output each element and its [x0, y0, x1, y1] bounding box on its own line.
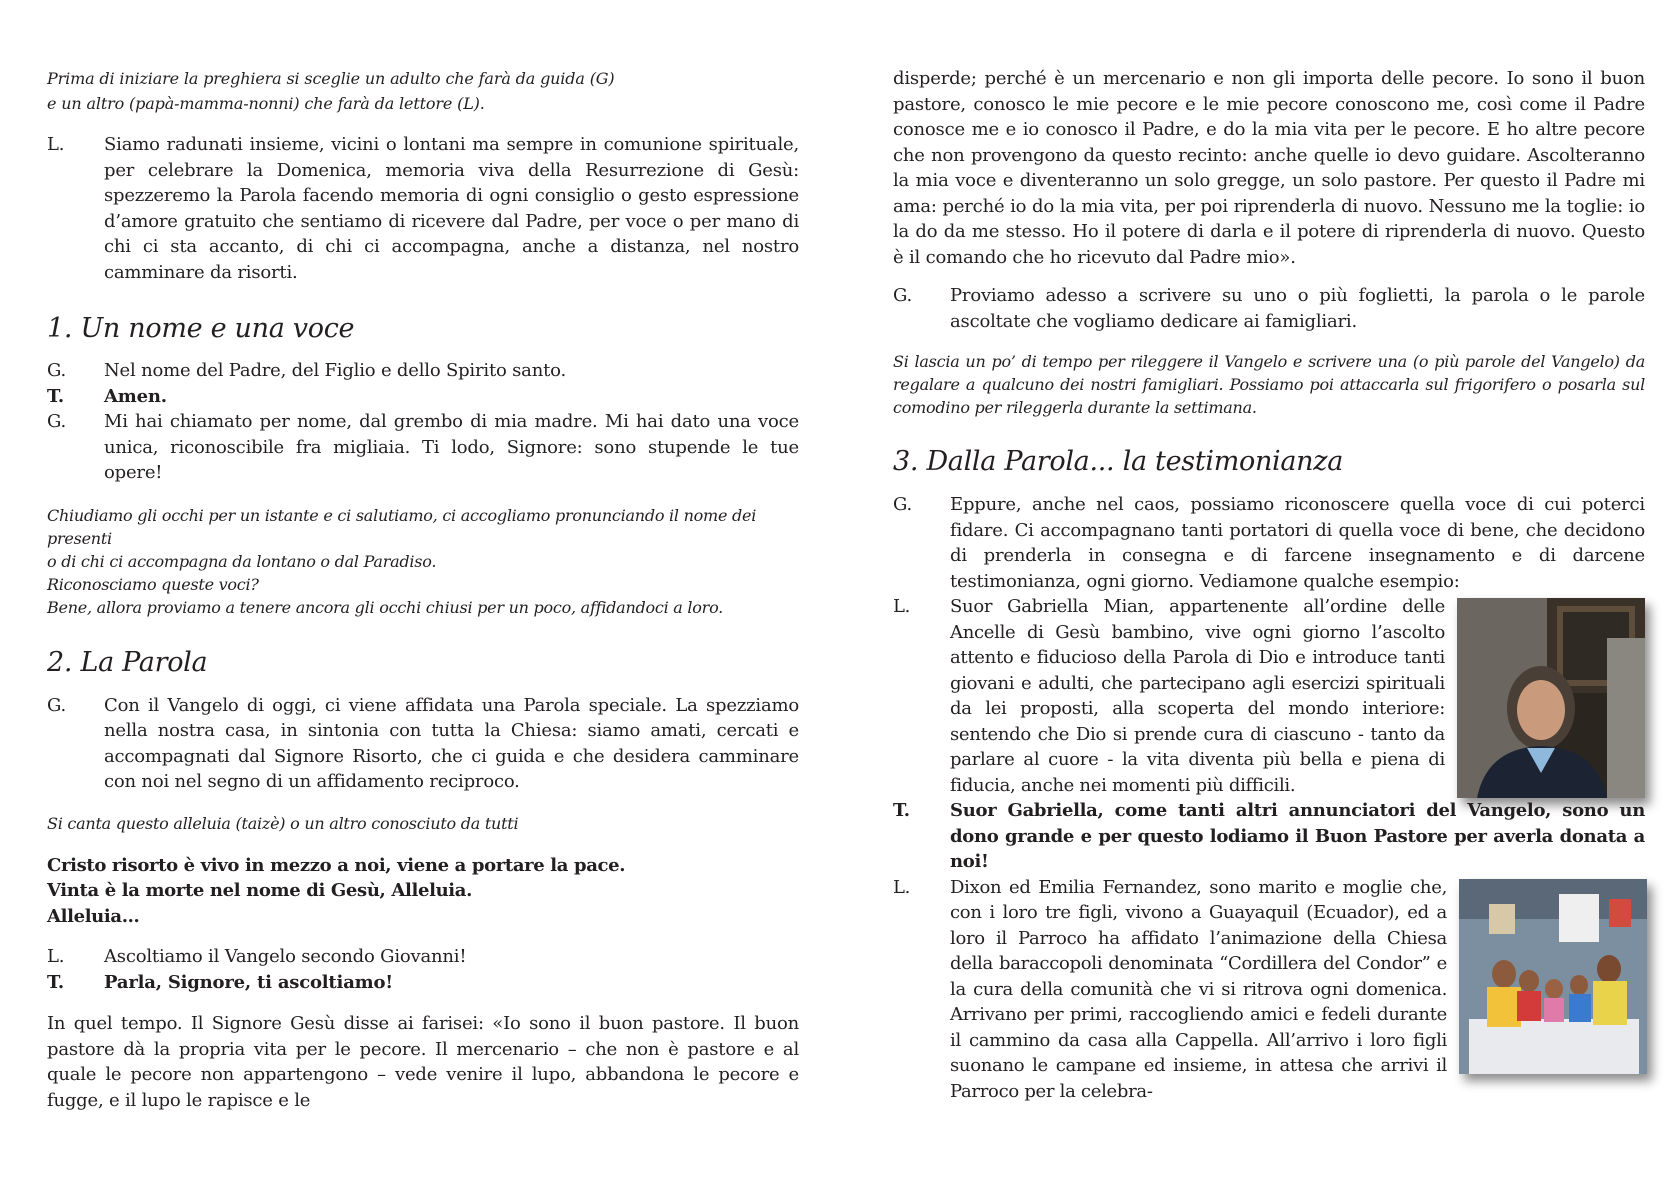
entry-text: Nel nome del Padre, del Figlio e dello Spirito santo. — [104, 360, 566, 381]
speaker-label: T. — [893, 800, 910, 821]
entry-text: Eppure, anche nel caos, possiamo riconoscere quella voce di cui poterci fidare. Ci accompagnano tanti portatori di quella voce di bene, che decidono di prenderla in consegna e di farcene insegnamento e di darcene testimonianza, ogni giorno. Vediamone qualche esempio: — [950, 494, 1645, 592]
song-line: Vinta è la morte nel nome di Gesù, Alleluia. — [47, 880, 473, 901]
dialogue-entry — [893, 283, 1645, 334]
dialogue-entry — [47, 970, 799, 996]
entry-text: Parla, Signore, ti ascoltiamo! — [104, 971, 394, 993]
entry-text: Amen. — [104, 385, 167, 407]
family-photo-image — [1459, 879, 1647, 1074]
speaker-label: G. — [893, 494, 913, 515]
dialogue-entry — [893, 594, 1445, 798]
testimony-block-2 — [893, 875, 1645, 1105]
speaker-label: G. — [893, 285, 913, 306]
speaker-label: L. — [893, 876, 911, 898]
gospel-text-start: In quel tempo. Il Signore Gesù disse ai farisei: «Io sono il buon pastore. Il buon pastore dà la propria vita per le pecore. Il mercenario – che non è pastore e al quale le pecore non appartengono – vede venire il lupo, abbandona le pecore e fugge, e il lupo le rapisce e le — [47, 1013, 799, 1111]
speaker-label: G. — [47, 411, 67, 432]
nun-portrait-image — [1457, 598, 1645, 798]
photo-nun — [1457, 598, 1645, 798]
instruction-line: Bene, allora proviamo a tenere ancora gli occhi chiusi per un poco, affidandoci a loro. — [47, 597, 724, 617]
photo-family — [1459, 879, 1647, 1074]
entry-text: Dixon ed Emilia Fernandez, sono marito e moglie che, con i loro tre figli, vivono a Guayaquil (Ecuador), ed a loro il Parroco ha affidato l’animazione della Chiesa della baraccopoli denominata “Cordillera del Condor” e la cura della comunità che vi si ritrova ogni domenica. Arrivano per primi, raccogliendo amici e fedeli durante il cammino da casa alla Cappella. All’arrivo i loro figli suonano le campane ed insieme, in attesa che arrivi il Parroco per la celebra- — [950, 876, 1447, 1102]
entry-text: Con il Vangelo di oggi, ci viene affidata una Parola speciale. La spezziamo nella nostra casa, in sintonia con tutta la Chiesa: siamo amati, cercati e accompagnati dal Signore Risorto, che ci guida e che desidera camminare con noi nel segno di un affidamento reciproco. — [104, 694, 799, 792]
section-heading-3: 3. Dalla Parola... la testimonianza — [893, 446, 1343, 477]
instruction-line: o di chi ci accompagna da lontano o dal Paradiso. — [47, 551, 437, 571]
dialogue-entry — [893, 798, 1645, 875]
dialogue-entry — [47, 693, 799, 795]
song-instruction: Si canta questo alleluia (taizè) o un altro conosciuto da tutti — [47, 813, 519, 833]
entry-text: Suor Gabriella, come tanti altri annunciatori del Vangelo, sono un dono grande e per questo lodiamo il Buon Pastore per averla donata a noi! — [950, 800, 1645, 872]
song-line: Alleluia... — [47, 905, 140, 927]
speaker-label: L. — [893, 596, 911, 617]
speaker-label: G. — [47, 694, 67, 716]
dialogue-entry — [47, 358, 799, 384]
gospel-text-continued: disperde; perché è un mercenario e non gli importa delle pecore. Io sono il buon pastore, conosco le mie pecore e le mie pecore conoscono me, così come il Padre conosce me e io conosco il Padre, e do la mia vita per le pecore. E ho altre pecore che non provengono da questo recinto: anche quelle io devo guidare. Ascolteranno la mia voce e diventeranno un solo gregge, un solo pastore. Per questo il Padre mi ama: perché io do la mia vita, per poi riprenderla di nuovo. Nessuno me la toglie: io la do da me stesso. Ho il potere di darla e il potere di riprenderla di nuovo. Questo è il comando che ho ricevuto dal Padre mio». — [893, 68, 1645, 268]
opening-entry — [47, 132, 799, 285]
testimony-block-1 — [893, 594, 1645, 875]
song-line: Cristo risorto è vivo in mezzo a noi, viene a portare la pace. — [47, 854, 626, 876]
section-heading-2: 2. La Parola — [47, 646, 208, 678]
speaker-label: G. — [47, 360, 67, 381]
dialogue-entry — [47, 384, 799, 410]
section-heading-1: 1. Un nome e una voce — [47, 313, 355, 344]
dialogue-entry — [47, 944, 799, 970]
speaker-label: T. — [47, 971, 64, 993]
speaker-label: T. — [47, 385, 64, 407]
write-instruction: Si lascia un po’ di tempo per rileggere il Vangelo e scrivere una (o più parole del Vangelo) da regalare a qualcuno dei nostri famigliari. Possiamo poi attaccarla sul frigorifero o posarla sul comodino per rileggerla durante la settimana. — [893, 352, 1645, 417]
intro-line-1: Prima di iniziare la preghiera si sceglie un adulto che farà da guida (G) — [47, 69, 615, 88]
dialogue-entry — [893, 875, 1447, 1105]
instruction-line: Chiudiamo gli occhi per un istante e ci salutiamo, ci accogliamo pronunciando il nome dei presenti — [47, 505, 757, 548]
dialogue-entry — [893, 492, 1645, 594]
entry-text: Proviamo adesso a scrivere su uno o più foglietti, la parola o le parole ascoltate che vogliamo dedicare ai famigliari. — [950, 285, 1645, 332]
entry-text: Suor Gabriella Mian, appartenente all’ordine delle Ancelle di Gesù bambino, vive ogni giorno l’ascolto attento e fiducioso della Parola di Dio e introduce tanti giovani e adulti, che partecipano agli esercizi spirituali da lei proposti, alla scoperta del mondo interiore: sentendo che Dio si prende cura di ciascuno - tanto da parlare al cuore - la vita diventa più bella e piena di fiducia, anche nei momenti più difficili. — [950, 596, 1445, 796]
intro-line-2: e un altro (papà-mamma-nonni) che farà da lettore (L). — [47, 94, 485, 113]
speaker-label: L. — [47, 946, 65, 967]
instruction-line: Riconosciamo queste voci? — [47, 574, 259, 594]
entry-text: Mi hai chiamato per nome, dal grembo di mia madre. Mi hai dato una voce unica, riconoscibile fra migliaia. Ti lodo, Signore: sono stupende le tue opere! — [104, 411, 799, 483]
dialogue-entry — [47, 409, 799, 486]
entry-text: Ascoltiamo il Vangelo secondo Giovanni! — [104, 946, 467, 967]
entry-text: Siamo radunati insieme, vicini o lontani ma sempre in comunione spirituale, per celebrare la Domenica, memoria viva della Resurrezione di Gesù: spezzeremo la Parola facendo memoria di ogni consiglio o gesto espressione d’amore gratuito che sentiamo di ricevere dal Padre, per voce o per mano di chi ci sta accanto, di chi ci accompagna, anche a distanza, nel nostro camminare da risorti. — [104, 134, 799, 283]
right-page — [893, 66, 1645, 1104]
speaker-label: L. — [47, 134, 65, 155]
left-page — [47, 66, 799, 1113]
